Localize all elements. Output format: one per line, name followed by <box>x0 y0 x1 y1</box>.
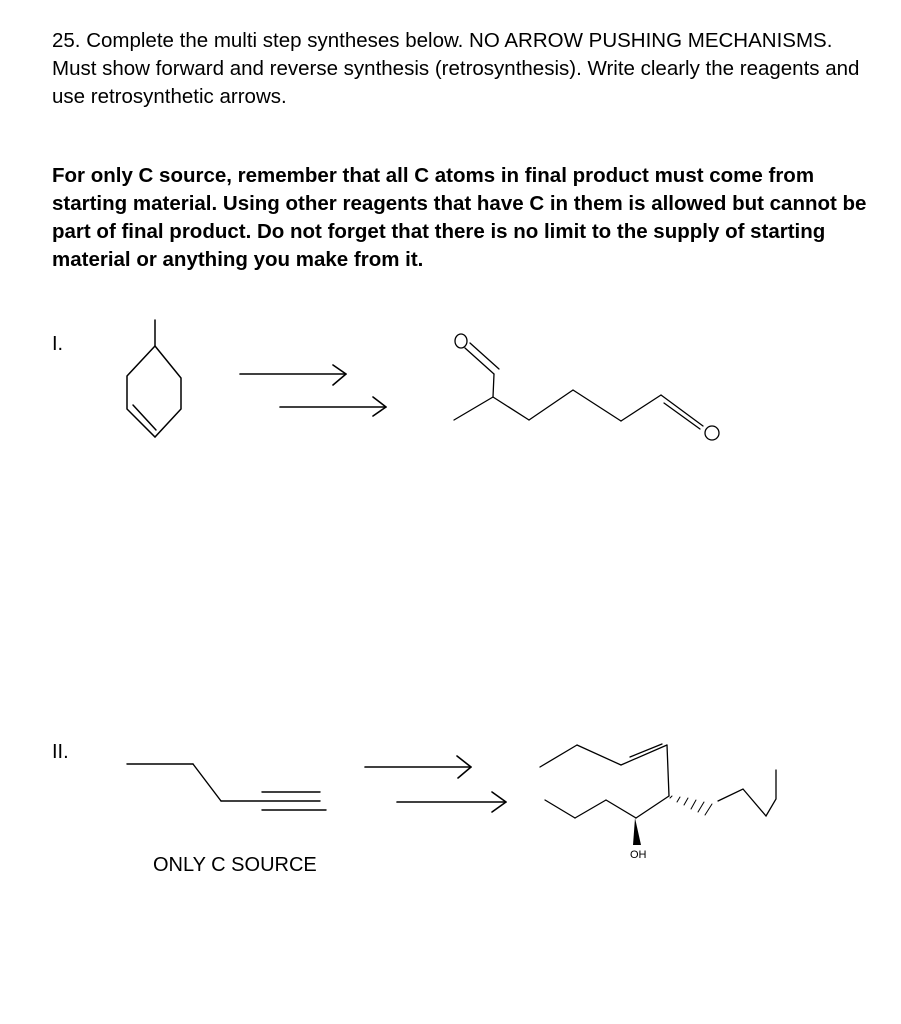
part-ii-product-alcohol <box>540 744 776 818</box>
part-ii-label: II. <box>52 741 69 763</box>
part-ii-starting-material-alkyne <box>127 764 326 810</box>
part-ii-hydroxyl-label: OH <box>630 849 647 861</box>
question-text: 25. Complete the multi step syntheses below. NO ARROW PUSHING MECHANISMS. Must show forward and reverse synthesis (retrosynthesis). Write clearly the reagents and use retrosynthetic arrows. <box>52 29 860 108</box>
part-ii-wedge-bond <box>633 818 641 845</box>
part-i-label: I. <box>52 333 64 355</box>
only-c-source-note: ONLY C SOURCE <box>153 854 317 876</box>
instruction-text: For only C source, remember that all C atoms in final product must come from starting material. Using other reagents that have C in them is allowed but cannot be part of final product. Do not forget that there is no limit to the supply of starting material or anything you make from it. <box>52 164 867 271</box>
part-ii-hashed-wedge-bond <box>670 796 712 815</box>
part-ii-reaction-arrows <box>365 756 506 812</box>
